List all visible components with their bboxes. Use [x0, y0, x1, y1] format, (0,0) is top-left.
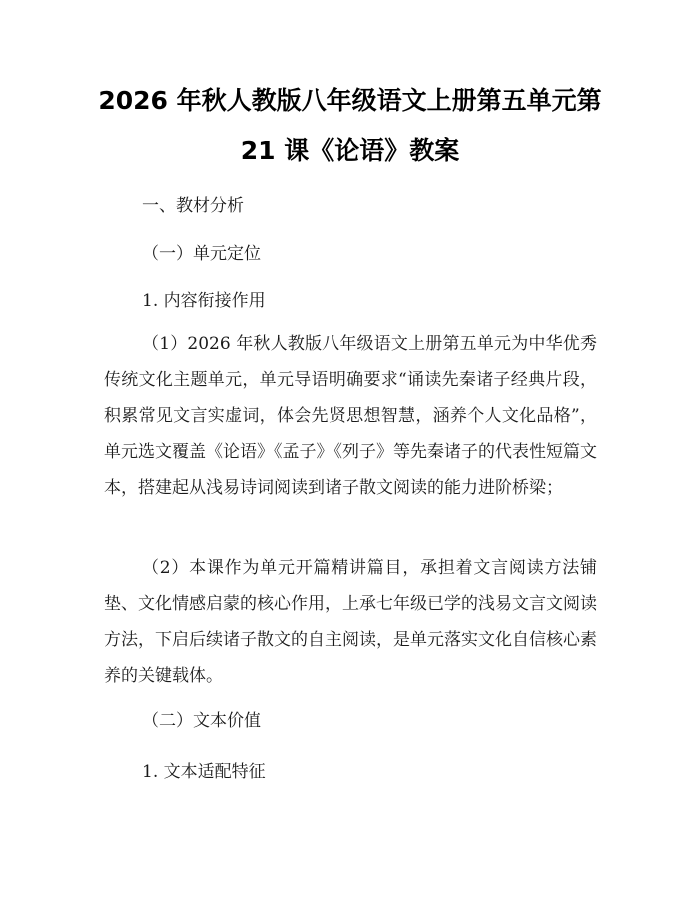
subsection-heading-text-value: （二）文本价值 [142, 711, 261, 731]
document-title-line-2: 21 课《论语》教案 [240, 136, 460, 165]
document-title-line-1: 2026 年秋人教版八年级语文上册第五单元第 [98, 86, 602, 115]
paragraph-1: （1）2026 年秋人教版八年级语文上册第五单元为中华优秀传统文化主题单元，单元导语明确要求“诵读先秦诸子经典片段，积累常见文言实虚词，体会先贤思想智慧，涵养个人文化品格”，单元选文覆盖《论语》《孟子》《列子》等先秦诸子的代表性短篇文本，搭建起从浅易诗词阅读到诸子散文阅读的能力进阶桥梁； [104, 334, 597, 498]
subsection-heading-unit-positioning: （一）单元定位 [142, 244, 261, 264]
section-heading-teaching-material-analysis: 一、教材分析 [142, 196, 244, 216]
item-heading-text-features: 1. 文本适配特征 [142, 762, 266, 782]
paragraph-2: （2）本课作为单元开篇精讲篇目，承担着文言阅读方法铺垫、文化情感启蒙的核心作用，上承七年级已学的浅易文言文阅读方法，下启后续诸子散文的自主阅读，是单元落实文化自信核心素养的关键载体。 [104, 558, 597, 686]
item-heading-content-connection: 1. 内容衔接作用 [142, 291, 266, 311]
